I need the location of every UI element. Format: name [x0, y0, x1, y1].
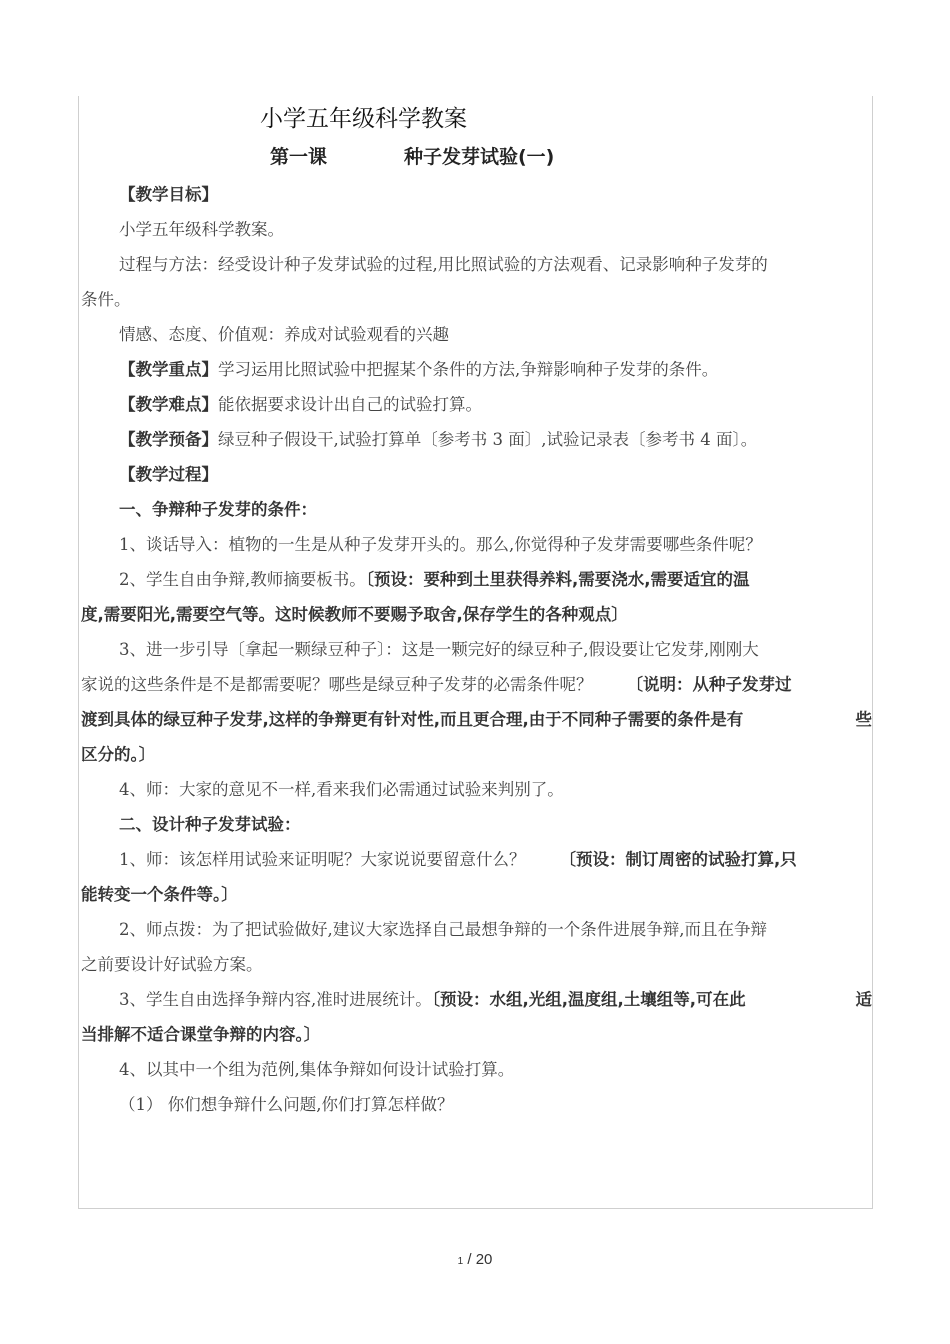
paragraph: （1） 你们想争辩什么问题,你们打算怎样做？ [119, 1095, 454, 1114]
paragraph: 过程与方法：经受设计种子发芽试验的过程,用比照试验的方法观看、记录影响种子发芽的 [119, 255, 768, 274]
paragraph-note: 〔预设：要种到土里获得养料,需要浇水,需要适宜的温 [365, 570, 750, 589]
paragraph-continuation: 条件。 [81, 290, 131, 309]
paragraph-continuation: 度,需要阳光,需要空气等。这时候教师不要赐予取舍,保存学生的各种观点〕 [81, 605, 628, 624]
paragraph: 1、谈话导入：植物的一生是从种子发芽开头的。那么,你觉得种子发芽需要哪些条件呢？ [119, 535, 762, 554]
lesson-name: 种子发芽试验(一) [404, 146, 555, 168]
section-heading: 二、设计种子发芽试验： [119, 815, 301, 834]
page-separator: / [463, 1251, 476, 1268]
paragraph-continuation: 能转变一个条件等。〕 [81, 885, 238, 904]
preparation-text: 绿豆种子假设干,试验打算单〔参考书 3 面〕,试验记录表〔参考书 4 面〕。 [218, 430, 758, 449]
page-current: 1 [457, 1256, 464, 1267]
paragraph-text: 家说的这些条件是不是都需要呢？哪些是绿豆种子发芽的必需条件呢？ [81, 675, 593, 694]
paragraph: 4、以其中一个组为范例,集体争辩如何设计试验打算。 [119, 1060, 515, 1079]
lesson-number: 第一课 [270, 146, 328, 168]
paragraph-text: 1、师：该怎样用试验来证明呢？大家说说要留意什么？ [119, 850, 526, 869]
paragraph-note: 〔说明：从种子发芽过 [626, 675, 792, 694]
paragraph-note: 〔预设：制订周密的试验打算,只 [559, 850, 797, 869]
paragraph-continuation [81, 702, 872, 737]
preparation [81, 422, 872, 457]
key-points [81, 352, 872, 387]
goals-header: 【教学目标】 [119, 185, 218, 204]
difficulty-label: 【教学难点】 [119, 395, 218, 414]
paragraph-text: 3、学生自由选择争辩内容,准时进展统计。 [119, 990, 432, 1009]
paragraph [81, 842, 872, 877]
paragraph: 情感、态度、价值观：养成对试验观看的兴趣 [119, 325, 449, 344]
page-number [0, 1251, 950, 1268]
paragraph: 4、师：大家的意见不一样,看来我们必需通过试验来判别了。 [119, 780, 564, 799]
paragraph-continuation: 当排解不适合课堂争辩的内容。〕 [81, 1025, 321, 1044]
process-header: 【教学过程】 [119, 465, 218, 484]
page-total: 20 [475, 1251, 493, 1268]
paragraph-continuation [81, 667, 872, 702]
document-body [81, 177, 872, 1122]
paragraph-note-end: 些 [855, 710, 872, 729]
key-points-label: 【教学重点】 [119, 360, 218, 379]
paragraph-continuation: 之前要设计好试验方案。 [81, 955, 263, 974]
preparation-label: 【教学预备】 [119, 430, 218, 449]
difficulty-text: 能依据要求设计出自己的试验打算。 [218, 395, 482, 414]
paragraph-note-end: 适 [855, 990, 872, 1009]
document-title: 小学五年级科学教案 [260, 106, 467, 132]
paragraph: 3、进一步引导〔拿起一颗绿豆种子〕：这是一颗完好的绿豆种子,假设要让它发芽,刚刚大 [119, 640, 759, 659]
paragraph: 小学五年级科学教案。 [119, 220, 284, 239]
paragraph-text: 2、学生自由争辩,教师摘要板书。 [119, 570, 366, 589]
paragraph-note: 渡到具体的绿豆种子发芽,这样的争辩更有针对性,而且更合理,由于不同种子需要的条件是有 [81, 710, 744, 729]
paragraph-continuation: 区分的。〕 [81, 745, 156, 764]
section-heading: 一、争辩种子发芽的条件： [119, 500, 317, 519]
key-points-text: 学习运用比照试验中把握某个条件的方法,争辩影响种子发芽的条件。 [218, 360, 719, 379]
paragraph [81, 982, 872, 1017]
paragraph: 2、师点拨：为了把试验做好,建议大家选择自己最想争辩的一个条件进展争辩,而且在争辩 [119, 920, 767, 939]
paragraph [81, 562, 872, 597]
paragraph-note: 〔预设：水组,光组,温度组,土壤组等,可在此 [431, 990, 746, 1009]
difficulty [81, 387, 872, 422]
